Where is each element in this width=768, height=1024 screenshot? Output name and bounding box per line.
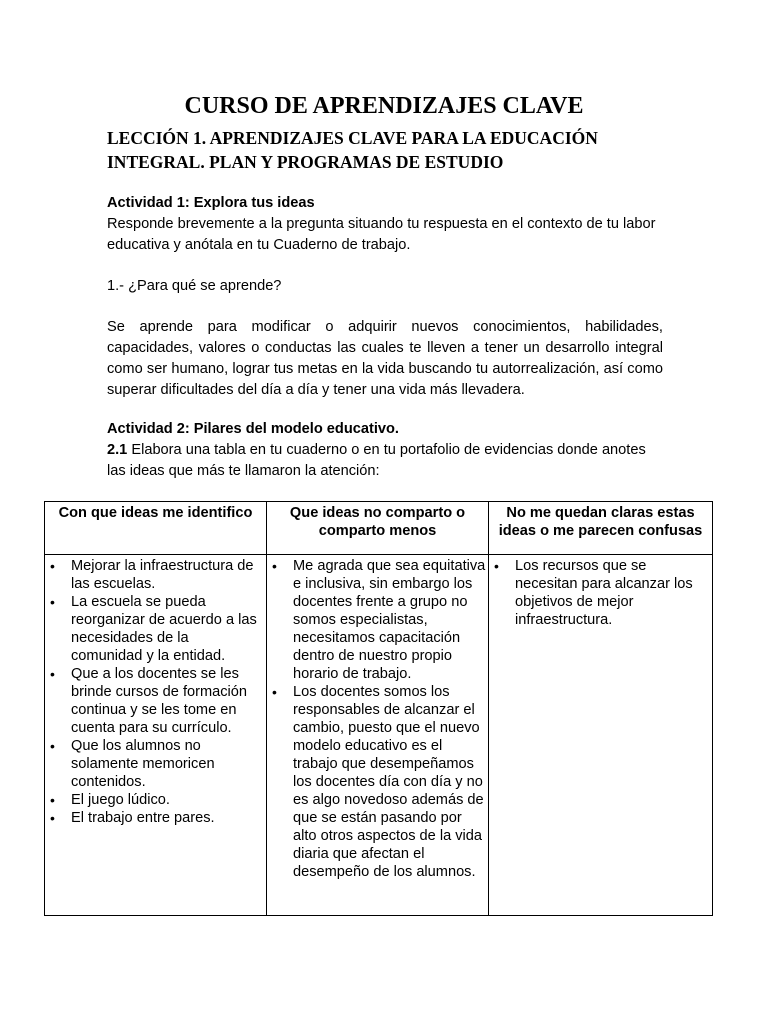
activity2-instructions	[107, 440, 663, 482]
table-cell-disagree	[267, 555, 489, 916]
list-item: • El trabajo entre pares.	[45, 809, 264, 827]
activity2-step-number: 2.1	[107, 442, 128, 458]
activity2-instructions-text: Elabora una tabla en tu cuaderno o en tu portafolio de evidencias donde anotes las ideas que más te llamaron la atención:	[107, 442, 646, 479]
activity1-heading: Actividad 1: Explora tus ideas	[107, 195, 315, 211]
table-header-cell: Con que ideas me identifico	[45, 502, 267, 555]
list-item: • Los docentes somos los responsables de alcanzar el cambio, puesto que el nuevo modelo educativo es el trabajo que desempeñamos los docentes día con día y no es algo novedoso además de que se están pasando por alto otros aspectos de la vida diaria que afectan el desempeño de los alumnos.	[267, 683, 486, 881]
table-cell-unclear	[489, 555, 713, 916]
document-title: CURSO DE APRENDIZAJES CLAVE	[184, 93, 584, 119]
table-header-cell: No me quedan claras estas ideas o me parecen confusas	[489, 502, 713, 555]
table-header-row	[45, 502, 713, 555]
table-row	[45, 555, 713, 916]
activity1-instructions: Responde brevemente a la pregunta situando tu respuesta en el contexto de tu labor educativa y anótala en tu Cuaderno de trabajo.	[107, 216, 656, 253]
table-header-cell: Que ideas no comparto o comparto menos	[267, 502, 489, 555]
activity1-answer: Se aprende para modificar o adquirir nuevos conocimientos, habilidades, capacidades, valores o conductas las cuales te lleven a tener un desarrollo integral como ser humano, lograr tus metas en la vida buscando tu autorrealización, así como superar dificultades del día a día y tener una vida más llevadera.	[107, 319, 663, 398]
bullet-list	[267, 555, 488, 881]
list-item: • Que los alumnos no solamente memoricen contenidos.	[45, 737, 264, 791]
activity2-heading: Actividad 2: Pilares del modelo educativo.	[107, 421, 399, 437]
list-item: • Los recursos que se necesitan para alcanzar los objetivos de mejor infraestructura.	[489, 557, 710, 629]
list-item: • El juego lúdico.	[45, 791, 264, 809]
list-item: • Que a los docentes se les brinde cursos de formación continua y se les tome en cuenta para su currículo.	[45, 665, 264, 737]
bullet-list	[45, 555, 266, 827]
table-cell-identify	[45, 555, 267, 916]
list-item: • Me agrada que sea equitativa e inclusiva, sin embargo los docentes frente a grupo no somos especialistas, necesitamos capacitación dentro de nuestro propio horario de trabajo.	[267, 557, 486, 683]
lesson-heading: LECCIÓN 1. APRENDIZAJES CLAVE PARA LA EDUCACIÓN INTEGRAL. PLAN Y PROGRAMAS DE ESTUDIO	[107, 128, 598, 172]
activity1-question: 1.- ¿Para qué se aprende?	[107, 278, 282, 294]
list-item: • Mejorar la infraestructura de las escuelas.	[45, 557, 264, 593]
ideas-table	[44, 501, 713, 916]
list-item: • La escuela se pueda reorganizar de acuerdo a las necesidades de la comunidad y la entidad.	[45, 593, 264, 665]
bullet-list	[489, 555, 712, 629]
